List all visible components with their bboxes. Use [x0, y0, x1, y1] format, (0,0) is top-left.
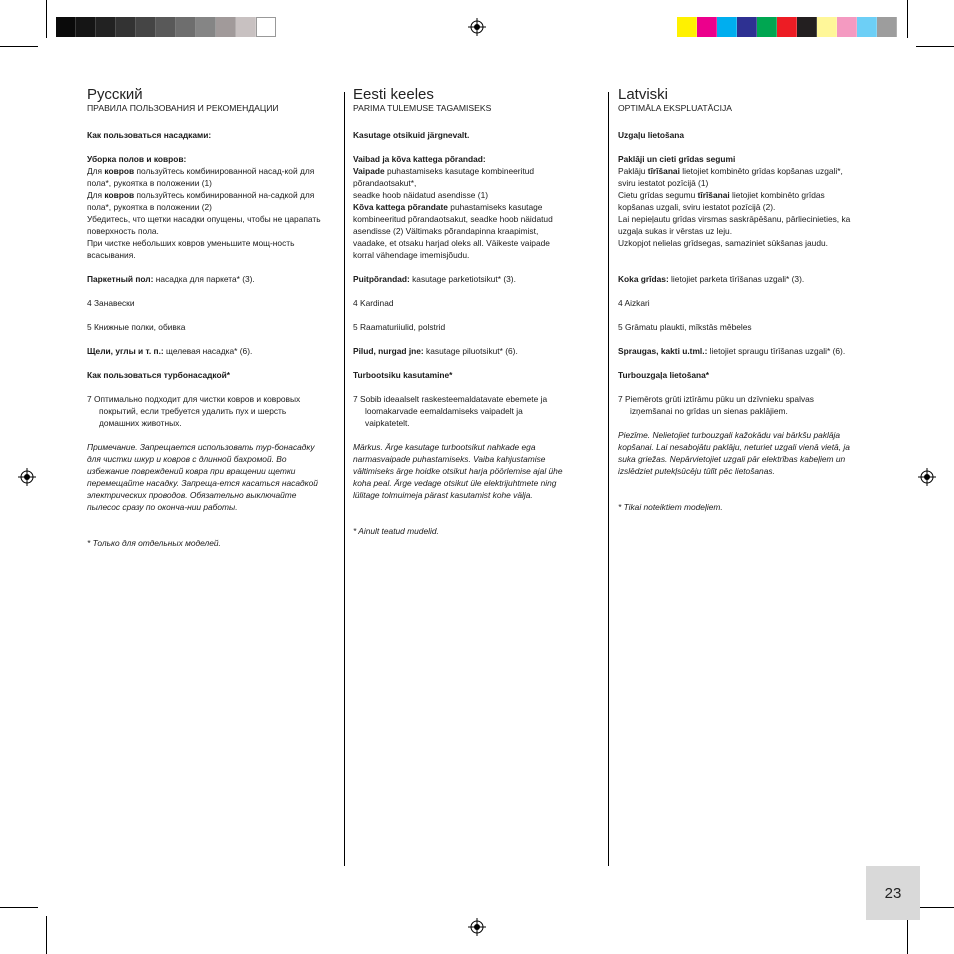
- registration-mark-icon: [918, 468, 936, 486]
- process-color-swatch: [837, 17, 857, 37]
- section-subtitle: ПРАВИЛА ПОЛЬЗОВАНИЯ И РЕКОМЕНДАЦИИ: [87, 103, 279, 113]
- note: Märkus. Ärge kasutage turbootsikut nahkade ega narmasvaipade puhastamiseks. Vaiba kahjustamise vältimiseks ärge hoidke otsikut harja pöörlemise ajal ühe koha peal. Ärge vedage otsikut üle elektrijuhtmete ning lülitage tolmuimeja pärast kasutamist kohe välja.: [353, 442, 563, 500]
- note: Примечание. Запрещается использовать тур-бонасадку для чистки шкур и ковров с длинной бахромой. Во избежание повреждений ковра при вращении щетки перемещайте насадку. Запреща-ется касаться насадкой электрических проводов. Обязательно выключайте пылесос сразу по оконча-нии работы.: [87, 442, 318, 512]
- parquet-line: Puitpõrandad: kasutage parketiotsikut* (3).: [353, 274, 516, 284]
- grayscale-swatch: [216, 17, 236, 37]
- grayscale-swatch: [156, 17, 176, 37]
- paragraph-floors: Paklāji un cieti grīdas segumi Paklāju tīrīšanai lietojiet kombinēto grīdas kopšanas uzgali*, sviru iestatot pozīcijā (1) Cietu grīdas segumu tīrīšanai lietojiet kombinēto grīdas kopšanas uzgali, sviru iestatot pozīcijā (2). Lai nepieļautu grīdas virsmas saskrāpēšanu, pārliecinieties, ka uzgaļa sukas ir vērstas uz leju. Uzkopjot nelielas grīdsegas, samaziniet sūkšanas jaudu.: [618, 154, 851, 248]
- process-color-bar: [677, 17, 897, 37]
- crop-mark: [907, 916, 908, 954]
- paragraph-floors: Уборка полов и ковров: Для ковров пользуйтесь комбинированной насад-кой для пола*, рукоятка в положении (1) Для ковров пользуйтесь комбинированной на-садкой для пола*, рукоятка в положении (2) Убедитесь, что щетки насадки опущены, чтобы не царапать поверхность пола. При чистке небольших ковров уменьшите мощ-ность всасывания.: [87, 154, 321, 260]
- process-color-swatch: [757, 17, 777, 37]
- grayscale-swatch: [136, 17, 156, 37]
- process-color-swatch: [817, 17, 837, 37]
- item-4: 4 Занавески: [87, 298, 135, 308]
- item-4: 4 Kardinad: [353, 298, 394, 308]
- section-title: Eesti keeles: [353, 86, 434, 103]
- process-color-swatch: [697, 17, 717, 37]
- crevice-line: Щели, углы и т. п.: щелевая насадка* (6).: [87, 346, 253, 356]
- item-4: 4 Aizkari: [618, 298, 650, 308]
- section-title: Русский: [87, 86, 143, 103]
- page-number: 23: [866, 866, 920, 920]
- item-7: 7 Piemērots grūti iztīrāmu pūku un dzīvnieku spalvas izņemšanai no grīdas un sienas paklājiem.: [618, 394, 814, 416]
- crop-mark: [916, 46, 954, 47]
- heading-attachments: Kasutage otsikuid järgnevalt.: [353, 130, 470, 140]
- item-5: 5 Книжные полки, обивка: [87, 322, 186, 332]
- grayscale-swatch: [256, 17, 276, 37]
- grayscale-swatch: [116, 17, 136, 37]
- process-color-swatch: [777, 17, 797, 37]
- item-7: 7 Sobib ideaalselt raskesteemaldatavate ebemete ja loomakarvade eemaldamiseks vaipadelt ja vaipkatetelt.: [353, 394, 548, 428]
- crop-mark: [0, 907, 38, 908]
- grayscale-swatch: [176, 17, 196, 37]
- paragraph-floors: Vaibad ja kõva kattega põrandad: Vaipade puhastamiseks kasutage kombineeritud põrandaotsakut*, seadke hoob näidatud asendisse (1) Kõva kattega põrandate puhastamiseks kasutage kombineeritud põrandaotsakut, seadke hoob näidatud asendisse (2) Vältimaks põrandapinna kraapimist, vaadake, et otsaku harjad oleks all. Väikeste vaipade korral vähendage imemisjõudu.: [353, 154, 553, 260]
- registration-mark-icon: [468, 918, 486, 936]
- grayscale-swatch: [236, 17, 256, 37]
- turbo-heading: Turbootsiku kasutamine*: [353, 370, 453, 380]
- turbo-heading: Как пользоваться турбонасадкой*: [87, 370, 231, 380]
- crevice-line: Pilud, nurgad jne: kasutage piluotsikut* (6).: [353, 346, 518, 356]
- footnote: * Tikai noteiktiem modeļiem.: [618, 502, 723, 512]
- footnote: * Ainult teatud mudelid.: [353, 526, 439, 536]
- crop-mark: [916, 907, 954, 908]
- section-subtitle: PARIMA TULEMUSE TAGAMISEKS: [353, 103, 492, 113]
- crevice-line: Spraugas, kakti u.tml.: lietojiet spraugu tīrīšanas uzgali* (6).: [618, 346, 846, 356]
- process-color-swatch: [877, 17, 897, 37]
- column-russian: [87, 86, 322, 561]
- item-5: 5 Grāmatu plaukti, mīkstās mēbeles: [618, 322, 752, 332]
- process-color-swatch: [677, 17, 697, 37]
- column-estonian: [353, 86, 568, 549]
- process-color-swatch: [857, 17, 877, 37]
- heading-floors: Vaibad ja kõva kattega põrandad:: [353, 154, 486, 164]
- process-color-swatch: [737, 17, 757, 37]
- registration-mark-icon: [468, 18, 486, 36]
- process-color-swatch: [797, 17, 817, 37]
- heading-floors: Paklāji un cieti grīdas segumi: [618, 154, 736, 164]
- heading-attachments: Uzgaļu lietošana: [618, 130, 685, 140]
- column-latvian: [618, 86, 858, 525]
- turbo-heading: Turbouzgaļa lietošana*: [618, 370, 710, 380]
- section-subtitle: OPTIMĀLA EKSPLUATĀCIJA: [618, 103, 732, 113]
- footnote: * Только для отдельных моделей.: [87, 538, 221, 548]
- grayscale-swatch: [96, 17, 116, 37]
- column-divider: [344, 92, 345, 866]
- grayscale-swatch: [76, 17, 96, 37]
- crop-mark: [907, 0, 908, 38]
- registration-mark-icon: [18, 468, 36, 486]
- grayscale-swatch: [196, 17, 216, 37]
- heading-floors: Уборка полов и ковров:: [87, 154, 187, 164]
- item-7: 7 Оптимально подходит для чистки ковров и ковровых покрытий, если требуется удалить пух и шерсть домашних животных.: [87, 394, 301, 428]
- grayscale-color-bar: [56, 17, 276, 37]
- parquet-line: Koka grīdas: lietojiet parketa tīrīšanas uzgali* (3).: [618, 274, 805, 284]
- column-divider: [608, 92, 609, 866]
- section-title: Latviski: [618, 86, 669, 103]
- crop-mark: [46, 916, 47, 954]
- process-color-swatch: [717, 17, 737, 37]
- crop-mark: [0, 46, 38, 47]
- heading-attachments: Как пользоваться насадками:: [87, 130, 212, 140]
- parquet-line: Паркетный пол: насадка для паркета* (3).: [87, 274, 255, 284]
- grayscale-swatch: [56, 17, 76, 37]
- crop-mark: [46, 0, 47, 38]
- note: Piezīme. Nelietojiet turbouzgali kažokādu vai bārkšu paklāja kopšanai. Lai nesabojātu paklāju, neturiet uzgali vienā vietā, ja suka griežas. Nepārvietojiet uzgali pār elektrības kabeļiem un izslēdziet putekļsūcēju tūlīt pēc lietošanas.: [618, 430, 850, 476]
- item-5: 5 Raamaturiiulid, polstrid: [353, 322, 446, 332]
